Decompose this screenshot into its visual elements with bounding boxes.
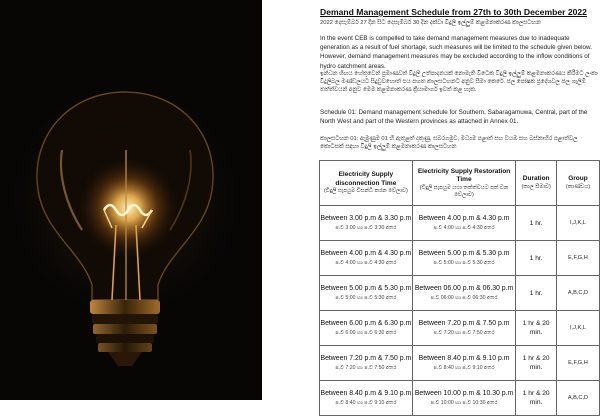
header-group bbox=[556, 161, 599, 206]
schedule-document bbox=[262, 0, 600, 406]
table-row bbox=[320, 241, 600, 276]
cell-group: A,B,C,D bbox=[556, 381, 599, 416]
schedule-table bbox=[319, 160, 600, 416]
cell-text: Between 4.00 p.m & 4.30 p.m bbox=[320, 249, 412, 257]
cell-text: Group bbox=[568, 175, 588, 183]
cell-text-sinhala: ප.ව 5:00 හා ප.ව 5:30 අතර bbox=[433, 259, 495, 266]
cell-text-sinhala: (කාණ්ඩය) bbox=[565, 183, 591, 190]
header-disconnection bbox=[320, 161, 413, 206]
cell-text: Between 4.00 p.m & 4.30 p.m bbox=[418, 214, 510, 222]
cell-text: Between 06.00 p.m & 06.30 p.m bbox=[414, 284, 514, 292]
cell-text-sinhala: ප.ව 06:00 හා ප.ව 06:30 අතර bbox=[430, 294, 498, 301]
cell-text: Between 7.20 p.m & 7.50 p.m bbox=[320, 354, 412, 362]
table-row bbox=[320, 381, 600, 416]
cell-disconnection bbox=[320, 311, 413, 346]
cell-disconnection bbox=[320, 346, 413, 381]
cell-duration: 1 hr & 20 min. bbox=[516, 311, 557, 346]
cell-text-sinhala: ප.ව 5:00 හා ප.ව 5:30 අතර bbox=[335, 294, 397, 301]
cell-text-sinhala: ප.ව 8:40 හා ප.ව 9:10 අතර bbox=[335, 399, 397, 406]
cell-text: Between 3.00 p.m & 3.30 p.m bbox=[320, 214, 412, 222]
cell-text: Between 10.00 p.m & 10.30 p.m bbox=[414, 389, 514, 397]
cell-duration: 1 hr. bbox=[516, 241, 557, 276]
header-restoration bbox=[412, 161, 516, 206]
cell-text-sinhala: ප.ව 7:20 හා ප.ව 7:50 අතර bbox=[335, 364, 397, 371]
cell-text: Between 5.00 p.m & 5.30 p.m bbox=[418, 249, 510, 257]
cell-text-sinhala: (විදුලි සැපයුම යථා තත්ත්වයට පත් වන වේලාව) bbox=[419, 184, 509, 198]
cell-duration: 1 hr & 20 min. bbox=[516, 346, 557, 381]
cell-text: Between 8.40 p.m & 9.10 p.m bbox=[418, 354, 510, 362]
cell-restoration bbox=[412, 276, 516, 311]
schedule-heading-sinhala: කාලසටහන 01: ඇමුණුම 01 හි ඇතුළත් දකුණු, සබරගමුව, මධ්‍යම පළාත් සහ වයඹ සහ බස්නාහිර පළාත්වල කොටසක් සඳහා විදුලි ඉල්ලුම් කළමනාකරණ කාලසටහන bbox=[320, 136, 578, 151]
cell-text-sinhala: ප.ව 4:00 හා ප.ව 4:30 අතර bbox=[433, 224, 495, 231]
cell-text-sinhala: ප.ව 10:00 හා ප.ව 10:30 අතර bbox=[430, 399, 498, 406]
cell-restoration bbox=[412, 346, 516, 381]
cell-group: I,J,K,L bbox=[556, 311, 599, 346]
cell-disconnection bbox=[320, 206, 413, 241]
table-header-row bbox=[320, 161, 600, 206]
light-bulb-photo bbox=[0, 0, 262, 400]
header-duration bbox=[516, 161, 557, 206]
cell-text: Electricity Supply Restoration Time bbox=[417, 167, 511, 183]
light-bulb-icon bbox=[0, 0, 262, 400]
cell-text-sinhala: ප.ව 7:20 හා ප.ව 7:50 අතර bbox=[433, 329, 495, 336]
cell-group: E,F,G,H bbox=[556, 241, 599, 276]
cell-text: Between 5.00 p.m & 5.30 p.m bbox=[320, 284, 412, 292]
cell-duration: 1 hr & 20 min. bbox=[516, 381, 557, 416]
cell-text-sinhala: ප.ව 8:40 හා ප.ව 9:10 අතර bbox=[433, 364, 495, 371]
table-row bbox=[320, 311, 600, 346]
cell-text: Duration bbox=[522, 175, 550, 183]
cell-restoration bbox=[412, 206, 516, 241]
table-row bbox=[320, 206, 600, 241]
cell-restoration bbox=[412, 311, 516, 346]
cell-group: E,F,G,H bbox=[556, 346, 599, 381]
cell-text: Electricity Supply disconnection Time bbox=[335, 171, 397, 187]
table-row bbox=[320, 276, 600, 311]
cell-group: A,B,C,D bbox=[556, 276, 599, 311]
cell-duration: 1 hr. bbox=[516, 206, 557, 241]
cell-duration: 1 hr. bbox=[516, 276, 557, 311]
cell-disconnection bbox=[320, 381, 413, 416]
cell-text: Between 7.20 p.m & 7.50 p.m bbox=[418, 319, 510, 327]
cell-text-sinhala: ප.ව 6:00 හා ප.ව 6:30 අතර bbox=[335, 329, 397, 336]
document-title-sinhala: 2022 දෙසැම්බර් 27 දින සිට දෙසැම්බර් 30 දින දක්වා විදුලි ඉල්ලුම් කළමනාකරණ කාලසටහන bbox=[320, 20, 541, 26]
table-row bbox=[320, 346, 600, 381]
intro-english: In the event CEB is compelled to take demand management measures due to inadequate generation as a result of fuel shortage, such measures will be limited to the schedule given below. However, demand management measures may be excluded according to the inflow conditions of hydro catchment areas. bbox=[320, 35, 592, 70]
intro-sinhala: ඉන්ධන හිඟය හේතුවෙන් ප්‍රමාණවත් විදුලි උත්පාදනයක් නොමැති විටෙක විදුලි ඉල්ලුම් කළමනාකරණය කිරීමට ලංකා විදුලිබල මණ්ඩලයට සිදුවුවහොත් එය පහත කාලසටහනට අනුව සීමා කෙරේ. ජල පෝෂක ප්‍රදේශවල ජල ගැලීම් තත්ත්වයන් අනුව මෙම කළමනාකරණ ක්‍රියාමාර්ග ඉවත් කළ හැක. bbox=[320, 71, 598, 94]
cell-text: Between 8.40 p.m & 9.10 p.m bbox=[320, 389, 412, 397]
cell-restoration bbox=[412, 381, 516, 416]
cell-text-sinhala: (කාල සීමාව) bbox=[521, 183, 551, 190]
cell-disconnection bbox=[320, 241, 413, 276]
cell-disconnection bbox=[320, 276, 413, 311]
cell-text: Between 6.00 p.m & 6.30 p.m bbox=[320, 319, 412, 327]
cell-text-sinhala: (විදුලි සැපයුම විසන්ධි කරන වේලාව) bbox=[323, 188, 408, 194]
cell-group: I,J,K,L bbox=[556, 206, 599, 241]
document-title: Demand Management Schedule from 27th to 30th December 2022 bbox=[320, 7, 587, 17]
cell-text-sinhala: ප.ව 4:00 හා ප.ව 4:30 අතර bbox=[335, 259, 397, 266]
cell-restoration bbox=[412, 241, 516, 276]
cell-text-sinhala: ප.ව 3:00 හා ප.ව 3:30 අතර bbox=[335, 224, 397, 231]
schedule-heading: Schedule 01: Demand management schedule for Southern, Sabaragamuwa, Central, part of the North West and part of the Western provinces as attached in Annex 01. bbox=[320, 109, 588, 126]
